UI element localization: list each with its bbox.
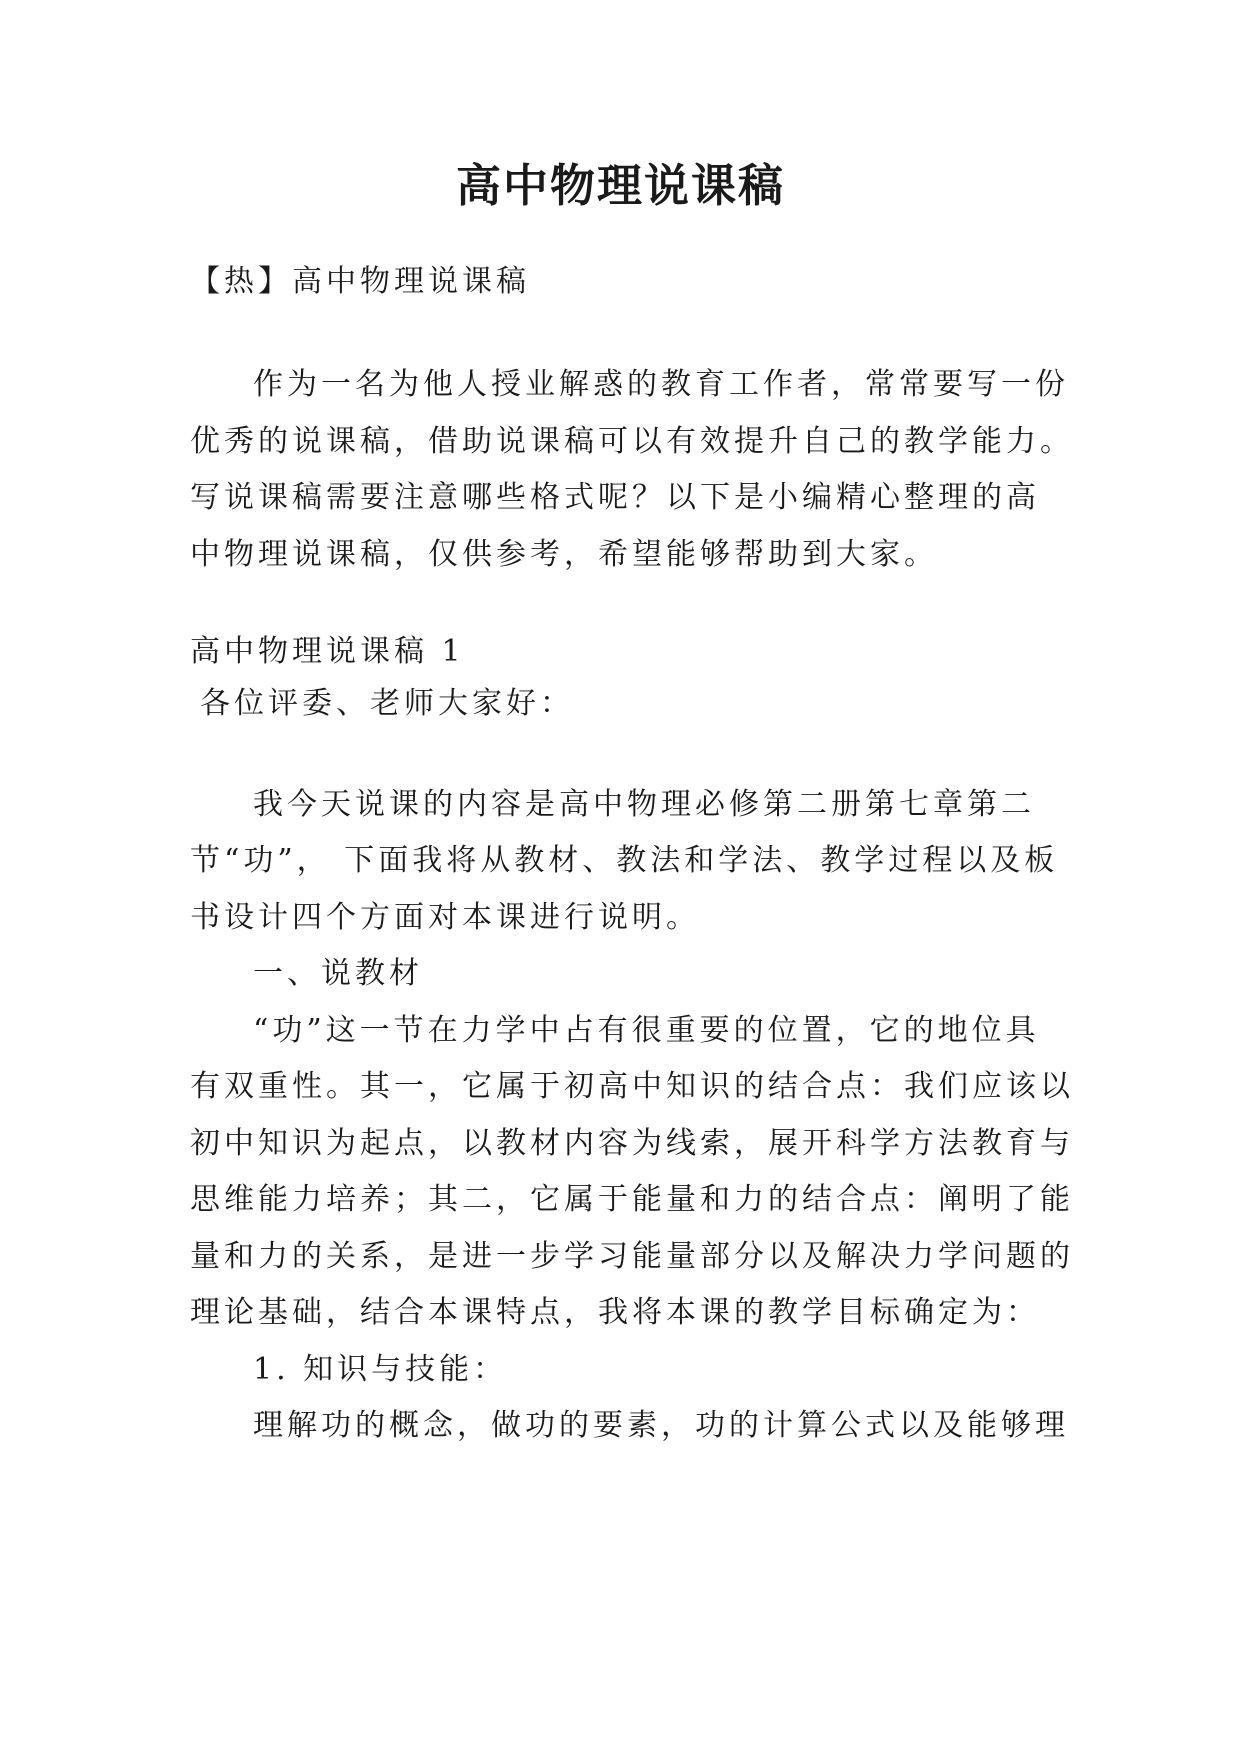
para2-line-1: “功”这一节在力学中占有很重要的位置，它的地位具 [253,1013,1040,1048]
para2-line-6: 理论基础，结合本课特点，我将本课的教学目标确定为： [190,1295,1040,1330]
para2-line-4: 思维能力培养；其二，它属于能量和力的结合点：阐明了能 [190,1182,1074,1217]
greeting: 各位评委、老师大家好： [200,686,574,721]
page-title: 高中物理说课稿 [455,159,785,212]
sub-heading-1: 1. 知识与技能： [253,1352,508,1387]
intro-line-3: 写说课稿需要注意哪些格式呢？以下是小编精心整理的高 [190,480,1040,515]
para1-line-2: 节“功”， 下面我将从教材、教法和学法、教学过程以及板 [190,843,1059,878]
subtitle: 【热】高中物理说课稿 [190,264,530,299]
para2-line-5: 量和力的关系，是进一步学习能量部分以及解决力学问题的 [190,1239,1074,1274]
intro-line-1: 作为一名为他人授业解惑的教育工作者，常常要写一份 [253,367,1069,402]
last-line: 理解功的概念，做功的要素，功的计算公式以及能够理 [253,1408,1069,1443]
para1-line-1: 我今天说课的内容是高中物理必修第二册第七章第二 [253,787,1035,822]
intro-line-2: 优秀的说课稿，借助说课稿可以有效提升自己的教学能力。 [190,424,1074,459]
para2-line-2: 有双重性。其一，它属于初高中知识的结合点：我们应该以 [190,1069,1074,1104]
heading-one: 一、说教材 [253,956,423,991]
para1-line-3: 书设计四个方面对本课进行说明。 [190,900,700,935]
section-heading: 高中物理说课稿 1 [190,634,465,669]
para2-line-3: 初中知识为起点，以教材内容为线索，展开科学方法教育与 [190,1126,1074,1161]
intro-line-4: 中物理说课稿，仅供参考，希望能够帮助到大家。 [190,537,938,572]
